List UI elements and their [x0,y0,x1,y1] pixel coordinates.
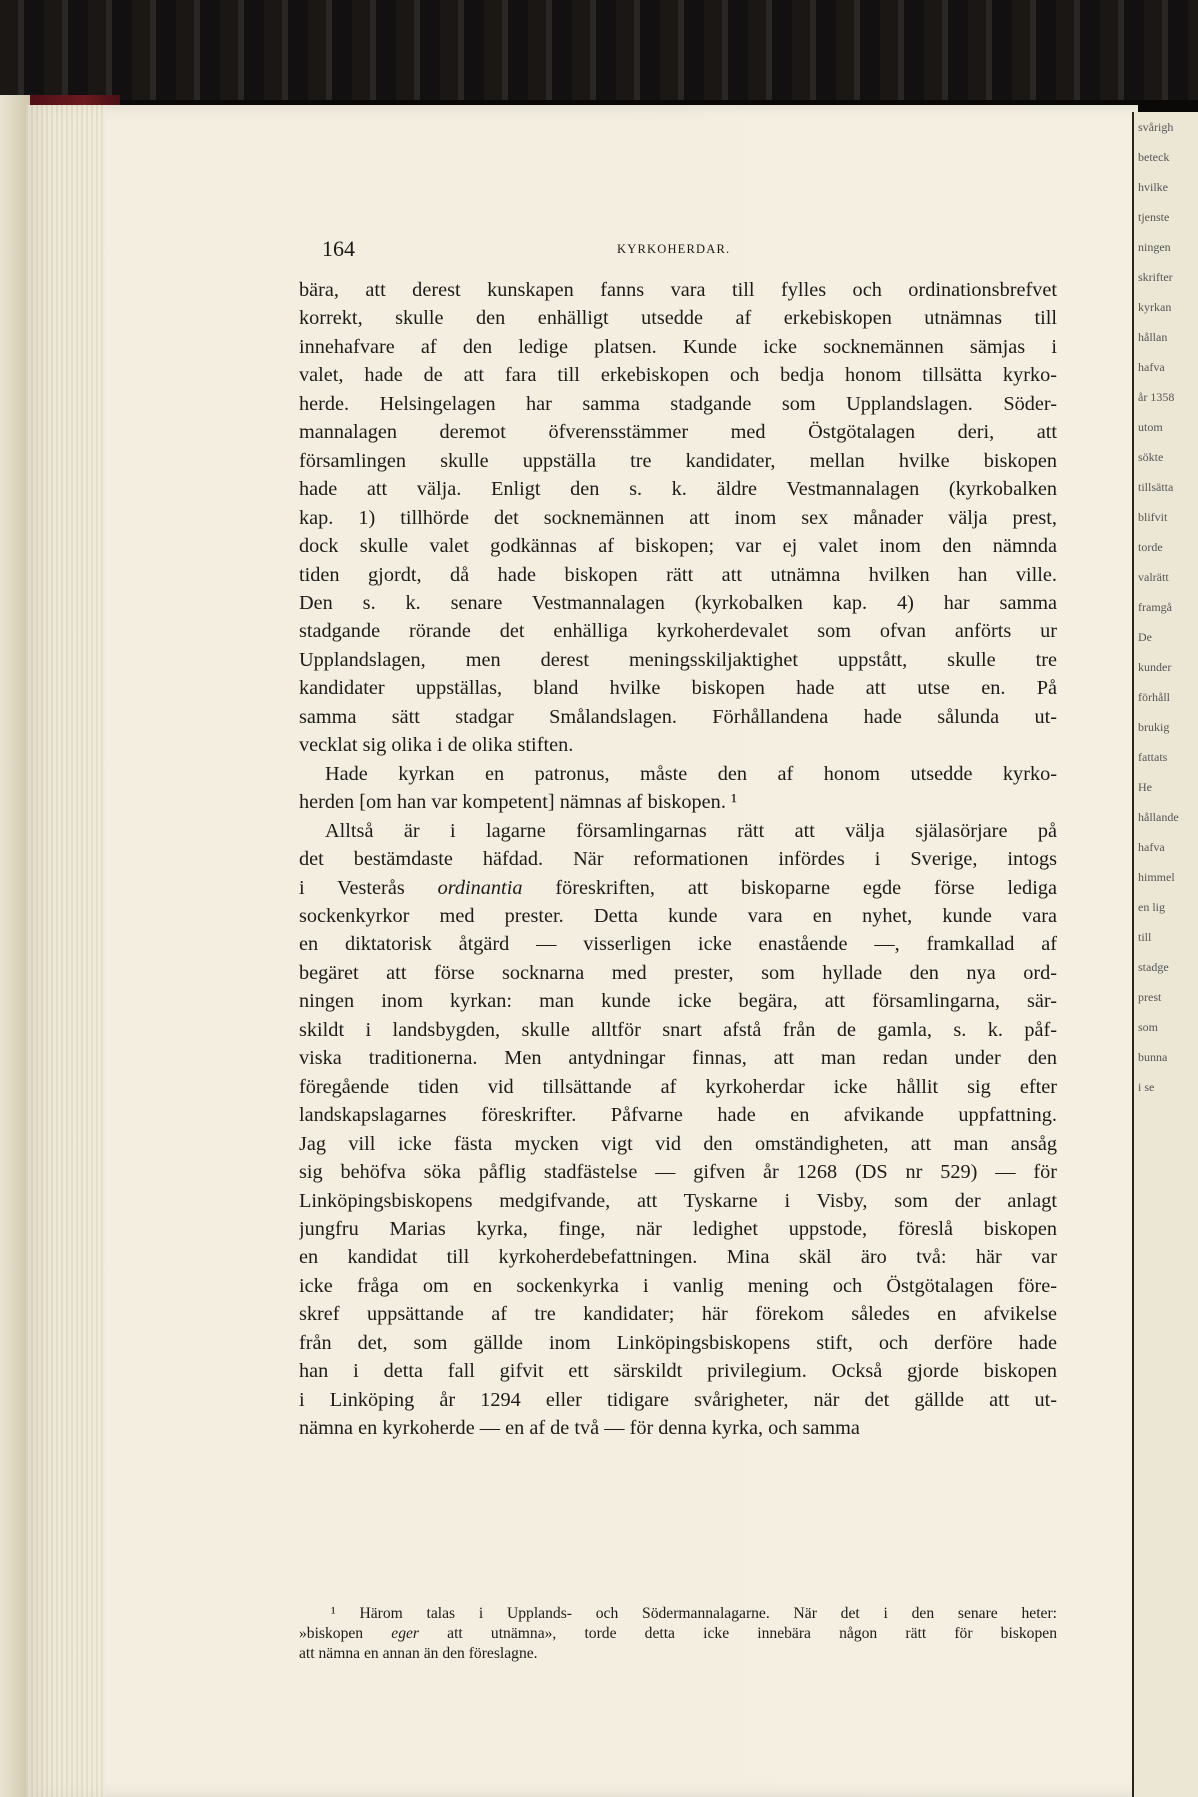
body-text-line: Jag vill icke fästa mycken vigt vid den omständigheten, att man ansåg [299,1132,1057,1155]
body-text-line: församlingen skulle uppställa tre kandidater, mellan hvilke biskopen [299,449,1057,472]
next-page-word: en lig [1138,900,1165,914]
body-text-line: i Linköping år 1294 eller tidigare svårigheter, när det gällde att ut- [299,1388,1057,1411]
next-page-word: stadge [1138,960,1169,974]
next-page-word: De [1138,630,1152,644]
body-text-line: Alltså är i lagarne församlingarnas rätt att välja själasörjare på [325,819,1057,842]
body-text-line: han i detta fall gifvit ett särskildt privilegium. Också gjorde biskopen [299,1360,1057,1383]
body-text-line [299,874,1057,902]
footnote-line [299,1624,1057,1644]
footnote-italic-term: eger [391,1625,419,1642]
body-text [299,276,1057,1443]
footnote-line-segment: »biskopen [299,1625,392,1642]
body-text-line: landskapslagarnes föreskrifter. Påfvarne hade en afvikande uppfattning. [299,1104,1057,1127]
body-text-line: Den s. k. senare Vestmannalagen (kyrkobalken kap. 4) har samma [299,591,1057,614]
running-title: KYRKOHERDAR. [617,242,731,256]
body-text-line: herden [om han var kompetent] nämnas af biskopen. ¹ [299,791,738,814]
body-text-line: skref uppsättande af tre kandidater; här förekom således en afvikelse [299,1303,1057,1326]
next-page-word: himmel [1138,870,1175,884]
body-text-line: en diktatorisk åtgärd — visserligen icke enastående —, framkallad af [299,933,1057,956]
body-text-line: viska traditionerna. Men antydningar finnas, att man redan under den [299,1047,1057,1070]
next-page-word: He [1138,780,1152,794]
body-text-line: Linköpingsbiskopens medgifvande, att Tyskarne i Visby, som der anlagt [299,1189,1057,1212]
body-text-line: stadgande rörande det enhälliga kyrkoherdevalet som ofvan anförts ur [299,620,1057,643]
next-page-word: blifvit [1138,510,1168,524]
body-text-line: sockenkyrkor med prester. Detta kunde vara en nyhet, kunde vara [299,904,1057,927]
next-page-word: hafva [1138,360,1165,374]
next-page-word: som [1138,1020,1159,1034]
body-text-line: kap. 1) tillhörde det socknemännen att inom sex månader välja prest, [299,506,1057,529]
next-page-word: hafva [1138,840,1165,854]
body-text-line: begäret att förse socknarna med prester, som hyllade den nya ord- [299,961,1057,984]
body-text-line: nämna en kyrkoherde — en af de två — för denna kyrka, och samma [299,1417,860,1440]
body-text-line: en kandidat till kyrkoherdebefattningen. Mina skäl äro två: här var [299,1246,1057,1269]
body-text-line: korrekt, skulle den enhälligt utsedde af erkebiskopen utnämnas till [299,307,1057,330]
body-text-line: sig behöfva söka påflig stadfästelse — gifven år 1268 (DS nr 529) — för [299,1161,1057,1184]
body-text-line: mannalagen deremot öfverensstämmer med Östgötalagen deri, att [299,421,1057,444]
next-page-word: skrifter [1138,270,1173,284]
footnotes [299,1604,1057,1664]
next-page-word: kyrkan [1138,300,1172,314]
next-page-word: prest [1138,990,1162,1004]
next-page-word: svårigh [1138,120,1174,134]
next-page-word: brukig [1138,720,1170,734]
body-text-line: Upplandslagen, men derest meningsskiljaktighet uppstått, skulle tre [299,648,1057,671]
next-page-word: hållande [1138,810,1179,824]
body-text-line: kandidater uppställas, bland hvilke biskopen hade att utse en. På [299,677,1057,700]
body-text-line: från det, som gällde inom Linköpingsbiskopens stift, och derföre hade [299,1331,1057,1354]
scan-background-top [0,0,1198,100]
next-page-word: fattats [1138,750,1168,764]
next-page-word: kunder [1138,660,1172,674]
body-text-line: Hade kyrkan en patronus, måste den af honom utsedde kyrko- [325,762,1057,785]
body-text-line: hade att välja. Enligt den s. k. äldre Vestmannalagen (kyrkobalken [299,478,1057,501]
body-text-line: valet, hade de att fara till erkebiskopen och bedja honom tillsätta kyrko- [299,364,1057,387]
body-text-line: vecklat sig olika i de olika stiften. [299,734,574,757]
next-page-word: beteck [1138,150,1170,164]
footnote-line: ¹ Härom talas i Upplands- och Södermannalagarne. När det i den senare heter: [331,1605,1057,1622]
next-page-word: utom [1138,420,1163,434]
body-text-line: ningen inom kyrkan: man kunde icke begära, att församlingarna, sär- [299,990,1057,1013]
next-page-word: torde [1138,540,1163,554]
page-stack-edge [26,105,106,1797]
next-page-word: hållan [1138,330,1168,344]
body-text-line: dock skulle valet godkännas af biskopen; var ej valet inom den nämnda [299,535,1057,558]
body-text-line: samma sätt stadgar Smålandslagen. Förhållandena hade sålunda ut- [299,705,1057,728]
next-page-fragment-list [1134,112,1198,1102]
body-text-line: jungfru Marias kyrka, finge, när ledighet uppstode, föreslå biskopen [299,1217,1057,1240]
next-page-word: tjenste [1138,210,1170,224]
next-page-word: ningen [1138,240,1171,254]
next-page-word: framgå [1138,600,1172,614]
next-page-word: tillsätta [1138,480,1174,494]
body-text-line-segment: föreskriften, att biskoparne egde förse lediga [522,876,1057,899]
body-text-line: bära, att derest kunskapen fanns vara till fylles och ordinationsbrefvet [299,279,1057,301]
body-text-line: herde. Helsingelagen har samma stadgande som Upplandslagen. Söder- [299,392,1057,415]
next-page-word: hvilke [1138,180,1168,194]
next-page-word: år 1358 [1138,390,1175,404]
body-text-line: det bestämdaste häfdad. När reformationen infördes i Sverige, intogs [299,848,1057,871]
body-text-line: skildt i landsbygden, skulle alltför snart afstå från de gamla, s. k. påf- [299,1018,1057,1041]
next-page-word: förhåll [1138,690,1170,704]
next-page-word: bunna [1138,1050,1168,1064]
next-page-word: sökte [1138,450,1164,464]
body-text-line-segment: i Vesterås [299,876,438,899]
footnote-line: att nämna en annan än den föreslagne. [299,1645,538,1662]
next-page-word: i se [1138,1080,1155,1094]
body-text-line: icke fråga om en sockenkyrka i vanlig mening och Östgötalagen före- [299,1274,1057,1297]
page-header [322,236,1062,266]
next-page-word: till [1138,930,1152,944]
body-text-italic-term: ordinantia [437,876,523,899]
page-number: 164 [322,236,355,261]
body-text-line: innehafvare af den ledige platsen. Kunde icke socknemännen sämjas i [299,335,1057,358]
body-text-line: föregående tiden vid tillsättande af kyrkoherdar icke hållit sig efter [299,1075,1057,1098]
next-page-word: valrätt [1138,570,1169,584]
body-text-line: tiden gjordt, då hade biskopen rätt att utnämna hvilken han ville. [299,563,1057,586]
footnote-line-segment: att utnämna», torde detta icke innebära någon rätt för biskopen [419,1625,1057,1642]
next-page-fragment [1132,112,1198,1797]
